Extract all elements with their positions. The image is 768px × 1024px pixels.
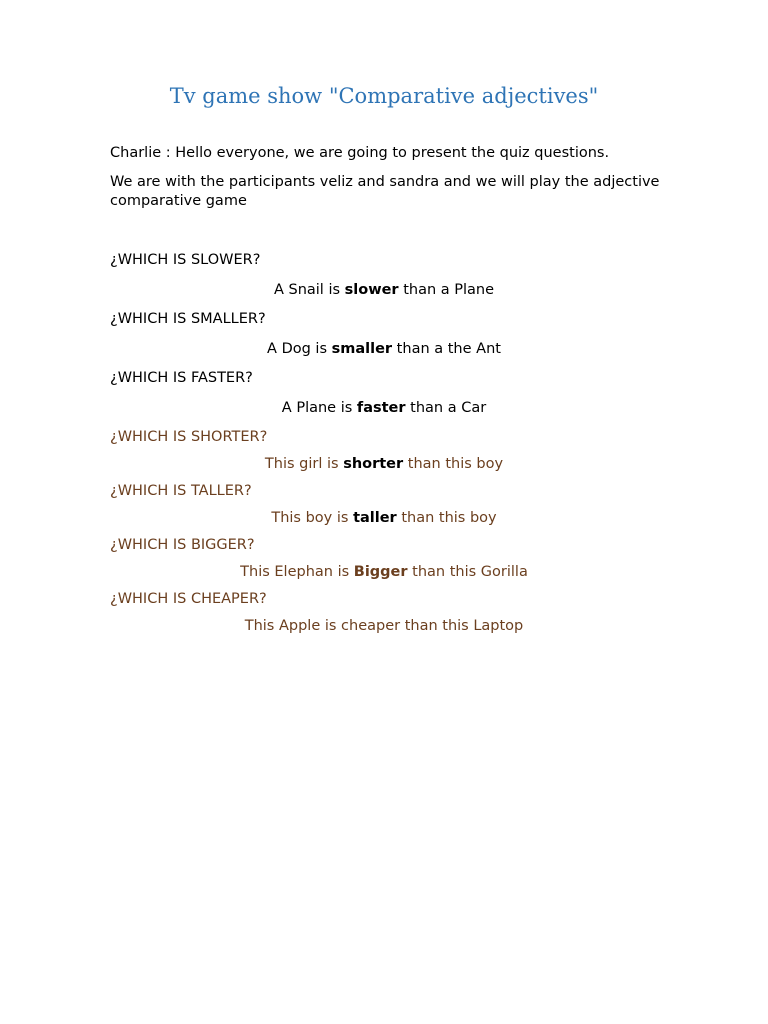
answer-text: This Elephan is [240, 564, 354, 580]
question-shorter: ¿WHICH IS SHORTER? [110, 429, 268, 445]
answer-text: than this boy [396, 510, 497, 526]
answer-shorter [0, 455, 768, 474]
answer-slower [0, 281, 768, 300]
question-smaller: ¿WHICH IS SMALLER? [110, 311, 266, 327]
answer-taller [0, 509, 768, 528]
answer-text: than a Car [405, 400, 487, 416]
answer-text: This boy is [271, 510, 354, 526]
answer-cheaper: This Apple is cheaper than this Laptop [244, 618, 524, 634]
answer-keyword: slower [344, 282, 399, 298]
answer-text: than a Plane [398, 282, 495, 298]
answer-text: than a the Ant [392, 341, 501, 357]
answer-bigger [0, 563, 768, 582]
answer-keyword: shorter [343, 456, 404, 472]
answer-text: than this boy [403, 456, 504, 472]
question-bigger: ¿WHICH IS BIGGER? [110, 537, 255, 553]
question-cheaper: ¿WHICH IS CHEAPER? [110, 591, 267, 607]
answer-keyword: faster [356, 400, 406, 416]
answer-text: A Snail is [273, 282, 345, 298]
question-taller: ¿WHICH IS TALLER? [110, 483, 252, 499]
answer-faster [0, 399, 768, 418]
question-slower: ¿WHICH IS SLOWER? [110, 252, 261, 268]
document-title: Tv game show "Comparative adjectives" [169, 84, 599, 108]
intro-line-1: Charlie : Hello everyone, we are going to present the quiz questions. [110, 145, 610, 161]
answer-text: This girl is [264, 456, 344, 472]
answer-keyword: taller [353, 510, 397, 526]
answer-text: than this Gorilla [407, 564, 528, 580]
answer-text: A Plane is [281, 400, 357, 416]
answer-text: A Dog is [267, 341, 332, 357]
intro-line-2: We are with the participants veliz and sandra and we will play the adjective comparative game [110, 174, 660, 209]
answer-keyword: Bigger [353, 564, 408, 580]
answer-smaller [0, 340, 768, 359]
answer-keyword: smaller [331, 341, 393, 357]
question-faster: ¿WHICH IS FASTER? [110, 370, 253, 386]
